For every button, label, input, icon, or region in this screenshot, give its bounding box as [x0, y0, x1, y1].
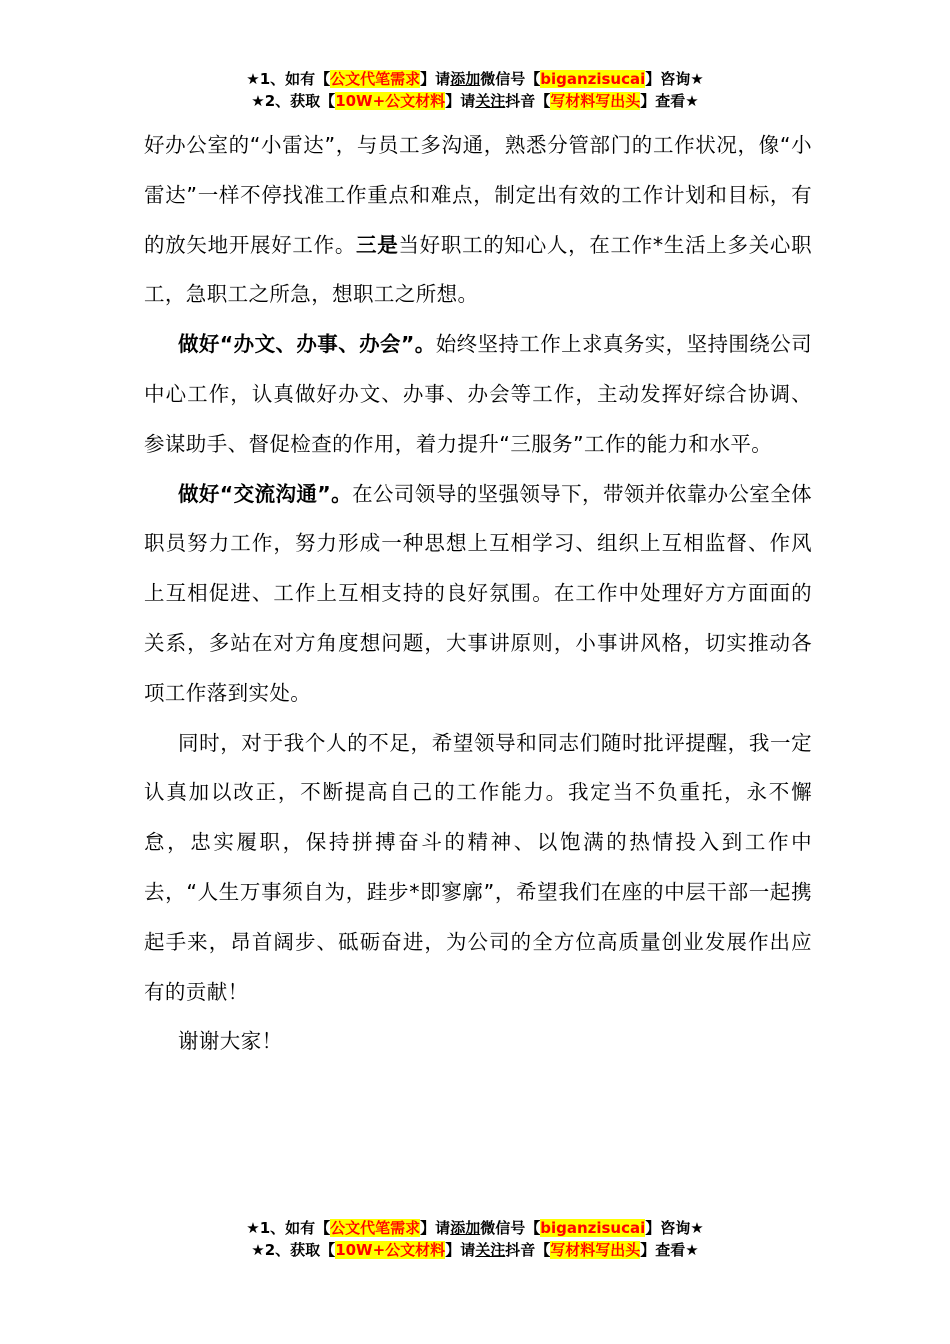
banner-text: 】查看★	[640, 1241, 699, 1259]
banner-emphasis: 添加	[450, 70, 481, 88]
banner-highlight: 公文代笔需求	[330, 70, 421, 88]
footer-banner	[0, 1217, 950, 1261]
closing-thanks: 谢谢大家！	[178, 1029, 283, 1054]
header-banner	[0, 68, 950, 112]
banner-highlight: 写材料写出头	[550, 92, 641, 110]
banner-text: 微信号【	[480, 1219, 541, 1237]
paragraph-text: 好办公室的“小雷达”，与员工多沟通，熟悉分管部门的工作状况，像“小雷达”一样不停找准工作重点和难点，制定出有效的工作计划和目标，有的放矢地开展好工作。	[144, 133, 812, 257]
paragraph-4: 同时，对于我个人的不足，希望领导和同志们随时批评提醒，我一定认真加以改正，不断提高自己的工作能力。我定当不负重托，永不懈怠，忠实履职，保持拼搏奋斗的精神、以饱满的热情投入到工作中去，“人生万事须自为，跬步*即寥廓”，希望我们在座的中层干部一起携起手来，昂首阔步、砥砺奋进，为公司的全方位高质量创业发展作出应有的贡献！	[144, 730, 812, 1004]
banner-highlight: 公文代笔需求	[330, 1219, 421, 1237]
banner-text: ★1、如有【	[246, 70, 331, 88]
banner-text: 】请	[420, 70, 451, 88]
banner-line-1	[0, 68, 950, 90]
banner-text: ★1、如有【	[246, 1219, 331, 1237]
paragraph-2	[144, 320, 812, 469]
banner-emphasis: 关注	[475, 92, 506, 110]
paragraph-text: 在公司领导的坚强领导下，带领并依靠办公室全体职员努力工作，努力形成一种思想上互相学习、组织上互相监督、作风上互相促进、工作上互相支持的良好氛围。在工作中处理好方方面面的关系，多站在对方角度想问题，大事讲原则，小事讲风格，切实推动各项工作落到实处。	[144, 481, 812, 705]
banner-text: ★2、获取【	[251, 92, 336, 110]
banner-text: 】请	[445, 1241, 476, 1259]
banner-text: 】查看★	[640, 92, 699, 110]
banner-text: 】咨询★	[645, 70, 704, 88]
paragraph-3	[144, 470, 812, 719]
banner-text: 抖音【	[505, 92, 551, 110]
banner-line-1	[0, 1217, 950, 1239]
banner-highlight: biganzisucai	[540, 1219, 646, 1237]
banner-highlight: 写材料写出头	[550, 1241, 641, 1259]
paragraph-text: 当好职工的知心人，在工作*生活上多关心职工，急职工之所急，想职工之所想。	[144, 232, 813, 307]
banner-text: ★2、获取【	[251, 1241, 336, 1259]
banner-text: 抖音【	[505, 1241, 551, 1259]
paragraph-1	[144, 121, 812, 320]
paragraph-heading: 做好“办文、办事、办会”。	[178, 332, 436, 357]
document-body	[144, 121, 812, 1067]
banner-text: 】请	[420, 1219, 451, 1237]
banner-text: 】咨询★	[645, 1219, 704, 1237]
banner-highlight: 10W+公文材料	[335, 92, 446, 110]
paragraph-lead: 三是	[356, 232, 399, 257]
paragraph-heading: 做好“交流沟通”。	[178, 481, 353, 506]
banner-emphasis: 关注	[475, 1241, 506, 1259]
banner-line-2	[0, 1239, 950, 1261]
banner-highlight: 10W+公文材料	[335, 1241, 446, 1259]
banner-text: 】请	[445, 92, 476, 110]
paragraph-text: 始终坚持工作上求真务实，坚持围绕公司中心工作，认真做好办文、办事、办会等工作，主动发挥好综合协调、参谋助手、督促检查的作用，着力提升“三服务”工作的能力和水平。	[144, 332, 812, 456]
banner-highlight: biganzisucai	[540, 70, 646, 88]
banner-emphasis: 添加	[450, 1219, 481, 1237]
banner-line-2	[0, 90, 950, 112]
banner-text: 微信号【	[480, 70, 541, 88]
